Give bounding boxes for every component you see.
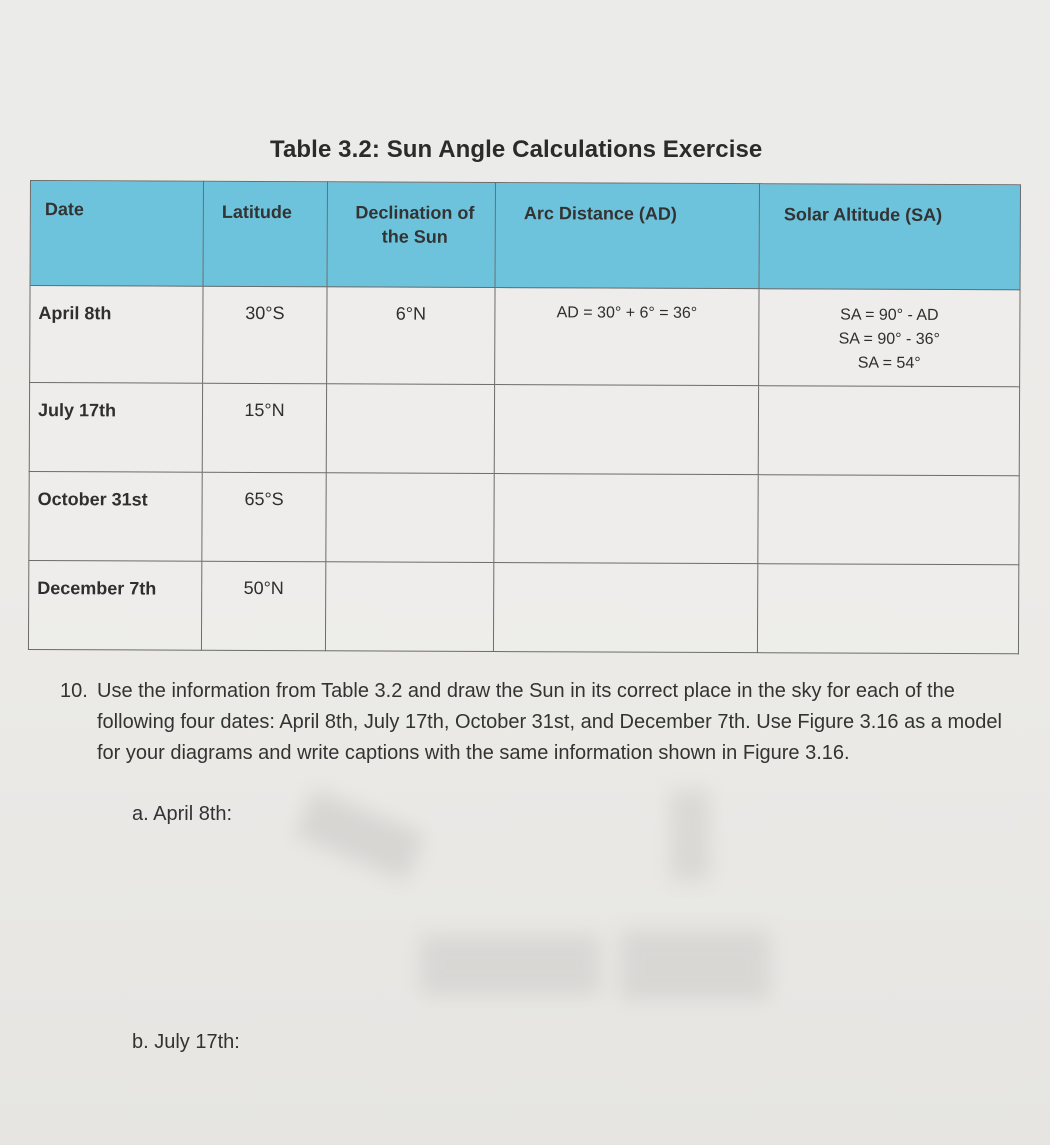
- table-row: [28, 560, 1018, 653]
- date-cell: October 31st: [29, 471, 202, 561]
- question-10: [60, 676, 1010, 769]
- header-solar-altitude: Solar Altitude (SA): [759, 184, 1020, 290]
- declination-cell[interactable]: [326, 384, 494, 474]
- date-cell: April 8th: [30, 286, 203, 384]
- latitude-cell: 30°S: [203, 286, 327, 384]
- latitude-cell: 15°N: [202, 383, 326, 473]
- latitude-cell: 50°N: [201, 561, 325, 651]
- question-number: 10.: [60, 680, 88, 702]
- table-row: [30, 286, 1020, 387]
- header-latitude: Latitude: [203, 181, 327, 287]
- arc-distance-cell[interactable]: [494, 474, 758, 564]
- show-through-shade: [670, 790, 710, 880]
- solar-altitude-cell: [759, 289, 1020, 387]
- question-subpart-a: a. April 8th:: [132, 803, 233, 825]
- show-through-shade: [295, 789, 425, 880]
- question-text: Use the information from Table 3.2 and draw the Sun in its correct place in the sky for each of the following four dates: April 8th, July 17th, October 31st, and December 7th. Use Figure 3.16 as a model for your diagrams and write captions with the same information shown in Figure 3.16.: [97, 680, 1002, 764]
- header-date: Date: [30, 181, 203, 287]
- show-through-shade: [420, 935, 600, 995]
- table-row: [29, 383, 1019, 476]
- date-cell: July 17th: [29, 383, 202, 473]
- arc-distance-cell[interactable]: [493, 563, 757, 653]
- latitude-cell: 65°S: [202, 472, 326, 562]
- header-declination: Declination of the Sun: [327, 182, 495, 288]
- declination-cell[interactable]: [326, 473, 494, 563]
- solar-altitude-cell[interactable]: [758, 386, 1019, 476]
- solar-altitude-lines: SA = 90° - AD SA = 90° - 36° SA = 54°: [838, 306, 941, 372]
- show-through-shade: [620, 930, 770, 1000]
- table-row: [29, 471, 1019, 564]
- declination-cell: 6°N: [327, 287, 495, 385]
- solar-altitude-cell[interactable]: [757, 564, 1018, 654]
- declination-cell[interactable]: [325, 562, 493, 652]
- header-arc-distance: Arc Distance (AD): [495, 183, 759, 289]
- arc-distance-cell[interactable]: [494, 385, 758, 475]
- solar-altitude-cell[interactable]: [758, 475, 1019, 565]
- sun-angle-table: [28, 180, 1021, 654]
- question-subpart-b: b. July 17th:: [132, 1031, 240, 1053]
- table-header-row: [30, 181, 1020, 290]
- arc-distance-cell: AD = 30° + 6° = 36°: [495, 288, 759, 386]
- date-cell: December 7th: [28, 560, 201, 650]
- table-title: Table 3.2: Sun Angle Calculations Exercise: [270, 136, 763, 163]
